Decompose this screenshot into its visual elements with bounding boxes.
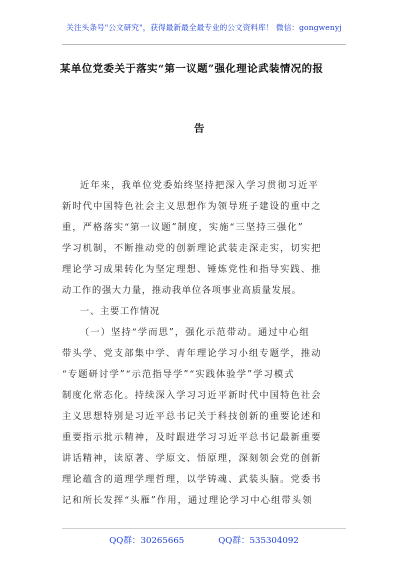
- footer-qq-group-1: QQ群：30265665: [109, 536, 185, 546]
- paragraph-line: 制度化常态化。持续深入学习习近平新时代中国特色社会: [62, 390, 322, 401]
- paragraph-line: 理论学习成果转化为坚定理想、锤炼党性和指导实践、推: [62, 264, 322, 275]
- section-heading: 一、主要工作情况: [80, 306, 160, 317]
- paragraph-line: 讲话精神，读原著、学原文、悟原理，深刻领会党的创新: [62, 453, 322, 464]
- header-divider: [62, 44, 346, 45]
- footer-divider: [62, 528, 346, 529]
- paragraph-line: 近年来，我单位党委始终坚持把深入学习贯彻习近平: [80, 180, 319, 191]
- paragraph-line: 理论蕴含的道理学理哲理，以学铸魂、武装头脑。党委书: [62, 474, 322, 485]
- header-banner: 关注头条号"公文研究"，获得最新最全最专业的公文资料库！ 微信：gongwenyj: [66, 23, 342, 32]
- paragraph-line: “专题研讨学”“示范指导学”“实践体验学”学习模式: [62, 369, 295, 380]
- document-title-continued: 告: [194, 123, 205, 135]
- paragraph-line: 重要指示批示精神，及时跟进学习习近平总书记最新重要: [62, 432, 322, 443]
- paragraph-line: 带头学、党支部集中学、青年理论学习小组专题学，推动: [62, 348, 322, 359]
- footer-qq-group-2: QQ群：535304092: [218, 536, 299, 546]
- paragraph-line: （一）坚持“学而思”，强化示范带动。通过中心组: [80, 327, 310, 338]
- paragraph-line: 重，严格落实“第一议题”制度，实施“三坚持三强化”: [62, 222, 304, 233]
- paragraph-line: 记和所长发挥“头雁”作用，通过理论学习中心组带头领: [62, 495, 313, 506]
- paragraph-line: 动工作的强大力量，推动我单位各项事业高质量发展。: [62, 285, 302, 296]
- paragraph-line: 学习机制，不断推动党的创新理论武装走深走实，切实把: [62, 243, 322, 254]
- paragraph-line: 新时代中国特色社会主义思想作为领导班子建设的重中之: [62, 201, 322, 212]
- document-title: 某单位党委关于落实“第一议题”强化理论武装情况的报: [60, 63, 324, 75]
- footer-contacts: [0, 534, 408, 546]
- paragraph-line: 主义思想特别是习近平总书记关于科技创新的重要论述和: [62, 411, 322, 422]
